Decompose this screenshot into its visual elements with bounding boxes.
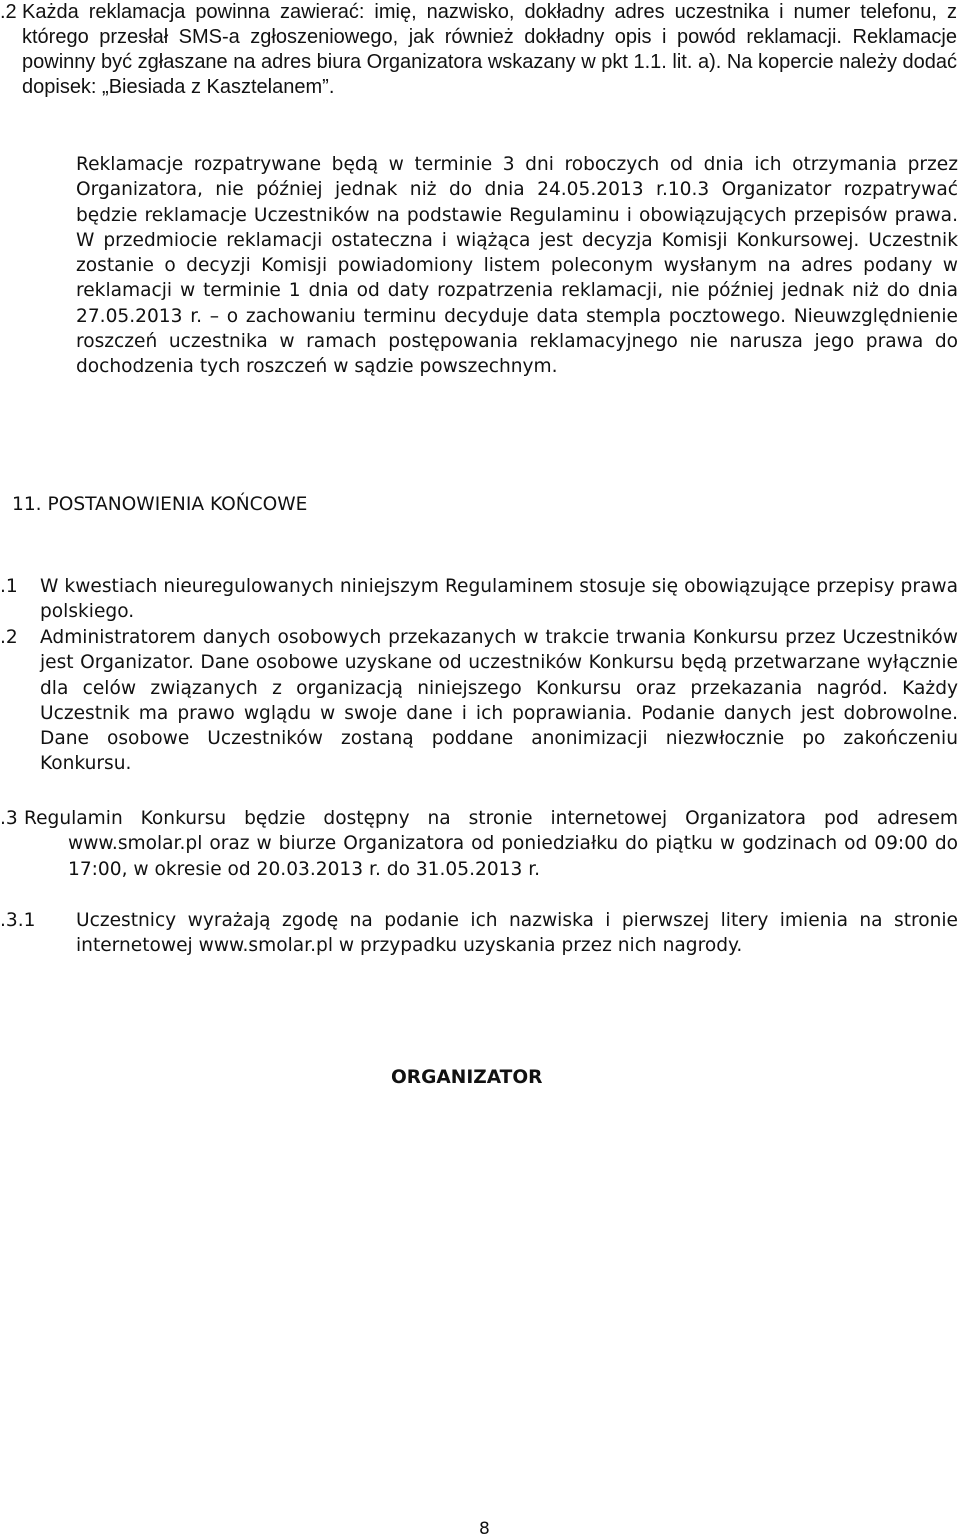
item-number: .2	[0, 627, 18, 648]
item-number: .1	[0, 576, 18, 597]
complaint-contents-text: Każda reklamacja powinna zawierać: imię, nazwisko, dokładny adres uczestnika i numer telefonu, z którego przesłał SMS-a zgłoszeniowego, jak również dokładny opis i powód reklamacji. Reklamacje powinny być zgłaszane na adres biura Organizatora wskazany w pkt 1.1. lit. a). Na kopercie należy dodać dopisek: „Biesiada z Kasztelanem”.	[22, 1, 957, 98]
item-number: .3	[0, 808, 18, 829]
applicable-law-text: W kwestiach nieuregulowanych niniejszym Regulaminem stosuje się obowiązujące przepisy prawa polskiego.	[40, 576, 958, 623]
personal-data-paragraph	[40, 625, 958, 777]
complaint-procedure-paragraph	[76, 152, 958, 380]
item-number: .2	[0, 1, 17, 23]
winner-consent-paragraph	[76, 908, 958, 959]
complaint-procedure-text: Reklamacje rozpatrywane będą w terminie 3 dni roboczych od dnia ich otrzymania przez Organizatora, nie później jednak niż do dnia 24.05.2013 r.10.3 Organizator rozpatrywać będzie reklamacje Uczestników na podstawie Regulaminu i obowiązujących przepisów prawa. W przedmiocie reklamacji ostateczna i wiążąca jest decyzja Komisji Konkursowej. Uczestnik zostanie o decyzji Komisji powiadomiony listem poleconym wysłanym na adres podany w reklamacji w terminie 1 dnia od daty rozpatrzenia reklamacji, nie później jednak niż do dnia 27.05.2013 r. – o zachowaniu terminu decyduje data stempla pocztowego. Nieuwzględnienie roszczeń uczestnika w ramach postępowania reklamacyjnego nie narusza jego prawa do dochodzenia tych roszczeń w sądzie powszechnym.	[76, 154, 958, 378]
rules-availability-text: Regulamin Konkursu będzie dostępny na stronie internetowej Organizatora pod adresem www.smolar.pl oraz w biurze Organizatora od poniedziałku do piątku w godzinach od 09:00 do 17:00, w okresie od 20.03.2013 r. do 31.05.2013 r.	[24, 808, 958, 880]
applicable-law-paragraph	[40, 574, 958, 625]
item-number: .3.1	[0, 910, 36, 931]
page-number: 8	[479, 1519, 490, 1539]
organizer-signature: ORGANIZATOR	[391, 1067, 543, 1088]
complaint-contents-paragraph	[22, 0, 957, 100]
rules-availability-paragraph	[24, 806, 958, 882]
personal-data-text: Administratorem danych osobowych przekazanych w trakcie trwania Konkursu przez Uczestników jest Organizator. Dane osobowe uzyskane od uczestników Konkursu będą przetwarzane wyłącznie dla celów związanych z organizacją niniejszego Konkursu oraz przekazania nagród. Każdy Uczestnik ma prawo wglądu w swoje dane i ich poprawiania. Podanie danych jest dobrowolne. Dane osobowe Uczestników zostaną poddane anonimizacji niezwłocznie po zakończeniu Konkursu.	[40, 627, 958, 775]
winner-consent-text: Uczestnicy wyrażają zgodę na podanie ich nazwiska i pierwszej litery imienia na stronie internetowej www.smolar.pl w przypadku uzyskania przez nich nagrody.	[76, 910, 958, 957]
section-heading: 11. POSTANOWIENIA KOŃCOWE	[12, 494, 308, 515]
